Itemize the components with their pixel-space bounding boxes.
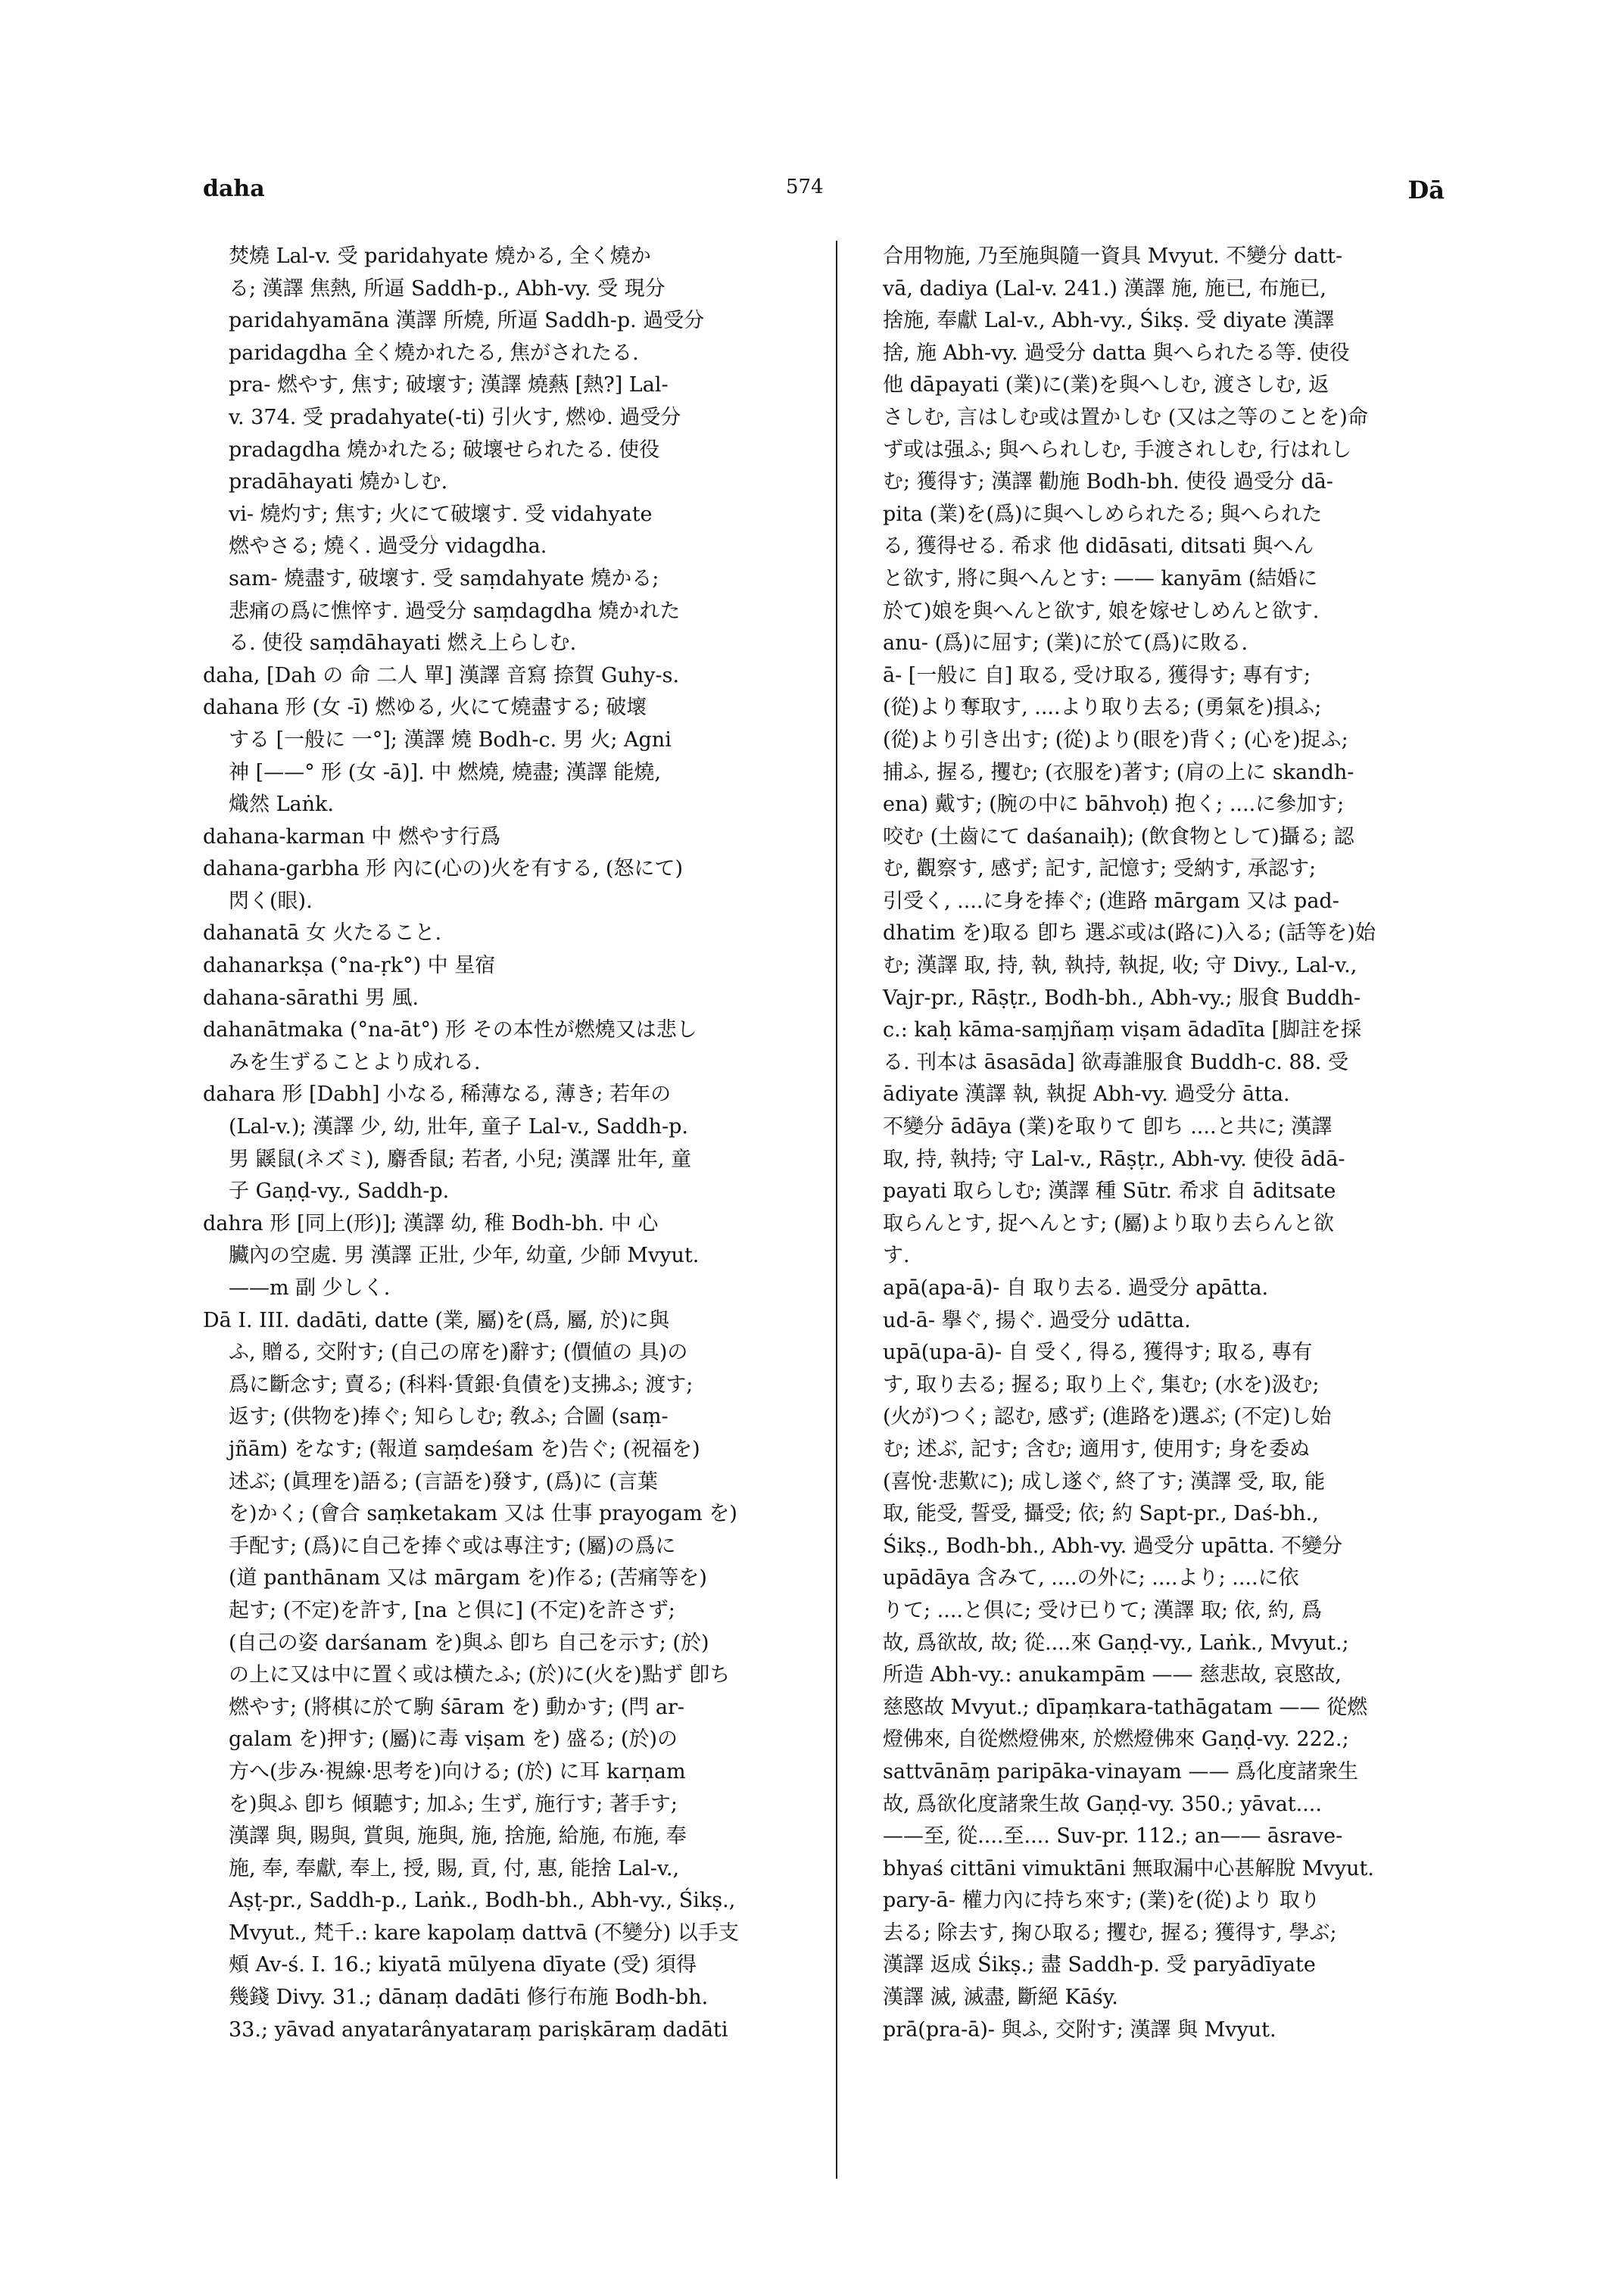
dictionary-line: を)與ふ 卽ち 傾聽す; 加ふ; 生ず, 施行す; 著手す;	[229, 1792, 678, 1816]
dictionary-line: dahana-sārathi 男 風.	[203, 986, 419, 1010]
dictionary-line: paridahyamāna 漢譯 所燒, 所逼 Saddh-p. 過受分	[229, 309, 705, 333]
dictionary-line: 焚燒 Lal-v. 受 paridahyate 燒かる, 全く燒か	[229, 245, 651, 268]
dictionary-line: 閃く(眼).	[229, 889, 313, 913]
dictionary-line: upādāya 含みて, ....の外に; ....より; ....に依	[883, 1566, 1299, 1590]
dictionary-line: る; 漢譯 焦熱, 所逼 Saddh-p., Abh-vy. 受 現分	[229, 276, 665, 301]
dictionary-line: 咬む (土齒にて daśanaiḥ); (飲食物として)攝る; 認	[883, 824, 1354, 849]
dictionary-line: c.: kaḥ kāma-saṃjñaṃ viṣam ādadīta [脚註を採	[883, 1018, 1362, 1042]
dictionary-line: dahanātmaka (°na-āt°) 形 その本性が燃燒又は悲し	[203, 1018, 697, 1042]
dictionary-line: 起す; (不定)を許す, [na と倶に] (不定)を許さず;	[229, 1598, 675, 1622]
dictionary-line: す, 取り去る; 握る; 取り上ぐ, 集む; (水を)汲む;	[883, 1372, 1320, 1397]
right-column	[857, 241, 1473, 2194]
dictionary-line: 燃やさる; 燒く. 過受分 vidagdha.	[229, 534, 547, 559]
dictionary-line: りて; ....と倶に; 受け已りて; 漢譯 取; 依, 約, 爲	[883, 1598, 1322, 1622]
dictionary-line: upā(upa-ā)- 自 受く, 得る, 獲得す; 取る, 專有	[883, 1341, 1313, 1365]
dictionary-line: 熾然 Laṅk.	[229, 793, 334, 817]
dictionary-line: dahara 形 [Dabh] 小なる, 稀薄なる, 薄き; 若年の	[203, 1083, 672, 1107]
dictionary-line: (從)より奪取す, ....より取り去る; (勇氣を)損ふ;	[883, 696, 1322, 720]
dictionary-line: 故, 爲欲化度諸衆生故 Gaṇḍ-vy. 350.; yāvat....	[883, 1792, 1322, 1816]
page-header	[203, 176, 1445, 206]
dictionary-line: を)かく; (會合 saṃketakam 又は 仕事 prayogam を)	[229, 1502, 737, 1526]
dictionary-line: 取らんとす, 捉へんとす; (屬)より取り去らんと欲	[883, 1211, 1334, 1235]
dictionary-line: 頰 Av-ś. I. 16.; kiyatā mūlyena dīyate (受) 須得	[229, 1953, 697, 1977]
dictionary-line: 臟內の空處. 男 漢譯 正壯, 少年, 幼童, 少師 Mvyut.	[229, 1244, 700, 1268]
dictionary-line: 子 Gaṇḍ-vy., Saddh-p.	[229, 1179, 450, 1204]
dictionary-line: pra- 燃やす, 焦す; 破壞す; 漢譯 燒爇 [熱?] Lal-	[229, 373, 669, 397]
dictionary-line: jñām) をなす; (報道 saṃdeśam を)告ぐ; (祝福を)	[229, 1437, 700, 1461]
dictionary-line: v. 374. 受 pradahyate(-ti) 引火す, 燃ゆ. 過受分	[229, 405, 681, 429]
dictionary-line: 33.; yāvad anyatarânyataraṃ pariṣkāraṃ dadāti	[229, 2017, 728, 2042]
dictionary-line: Mvyut., 梵千.: kare kapolaṃ dattvā (不變分) 以手支	[229, 1921, 739, 1945]
left-column	[203, 241, 818, 2194]
dictionary-line: 捨施, 奉獻 Lal-v., Abh-vy., Śikṣ. 受 diyate 漢譯	[883, 309, 1335, 333]
dictionary-line: dahanarkṣa (°na-ṛk°) 中 星宿	[203, 954, 496, 978]
dictionary-line: 神 [——° 形 (女 -ā)]. 中 燃燒, 燒盡; 漢譯 能燒,	[229, 760, 661, 784]
dictionary-line: 施, 奉, 奉獻, 奉上, 授, 賜, 貢, 付, 惠, 能捨 Lal-v.,	[229, 1856, 680, 1880]
dictionary-line: す.	[883, 1244, 910, 1268]
dictionary-line: む; 獲得す; 漢譯 勸施 Bodh-bh. 使役 過受分 dā-	[883, 470, 1333, 494]
dictionary-line: 捕ふ, 握る, 攫む; (衣服を)著す; (肩の上に skandh-	[883, 760, 1354, 784]
dictionary-line: 悲痛の爲に憔悴す. 過受分 saṃdagdha 燒かれた	[229, 599, 681, 623]
dictionary-line: 手配す; (爲)に自己を捧ぐ或は專注す; (屬)の爲に	[229, 1534, 676, 1558]
dictionary-line: ādiyate 漢譯 執, 執捉 Abh-vy. 過受分 ātta.	[883, 1083, 1290, 1107]
dictionary-line: 漢譯 滅, 滅盡, 斷絕 Kāśy.	[883, 1986, 1118, 2010]
dictionary-line: Śikṣ., Bodh-bh., Abh-vy. 過受分 upātta. 不變分	[883, 1534, 1343, 1558]
dictionary-line: dahana 形 (女 -ī) 燃ゆる, 火にて燒盡する; 破壞	[203, 696, 647, 720]
dictionary-line: ——m 副 少しく.	[229, 1276, 391, 1300]
dictionary-line: の上に又は中に置く或は横たふ; (於)に(火を)點ず 卽ち	[229, 1663, 731, 1687]
dictionary-line: paridagdha 全く燒かれたる, 焦がされたる.	[229, 341, 639, 365]
dictionary-line: 合用物施, 乃至施與隨一資具 Mvyut. 不變分 datt-	[883, 245, 1343, 268]
header-right-guide-word: Dā	[1407, 176, 1445, 204]
dictionary-line: pradagdha 燒かれたる; 破壞せられたる. 使役	[229, 438, 660, 462]
dictionary-line: さしむ, 言はしむ或は置かしむ (又は之等のことを)命	[883, 405, 1368, 429]
dictionary-line: 於て)娘を與へんと欲す, 娘を嫁せしめんと欲す.	[883, 599, 1320, 623]
dictionary-line: る. 使役 saṃdāhayati 燃え上らしむ.	[229, 631, 577, 656]
dictionary-line: 爲に斷念す; 賣る; (科料·賃銀·負債を)支拂ふ; 渡す;	[229, 1372, 694, 1397]
dictionary-line: dahanatā 女 火たること.	[203, 921, 442, 946]
dictionary-line: daha, [Dah の 命 二人 單] 漢譯 音寫 捺賀 Guhy-s.	[203, 663, 680, 687]
dictionary-line: (道 panthānam 又は mārgam を)作る; (苦痛等を)	[229, 1566, 707, 1590]
dictionary-line: 去る; 除去す, 掬ひ取る; 攫む, 握る; 獲得す, 學ぶ;	[883, 1921, 1337, 1945]
dictionary-line: 引受く, ....に身を捧ぐ; (進路 mārgam 又は pad-	[883, 889, 1339, 913]
dictionary-line: 返す; (供物を)捧ぐ; 知らしむ; 敎ふ; 合圖 (saṃ-	[229, 1405, 669, 1429]
dictionary-line: dahana-garbha 形 內に(心の)火を有する, (怒にて)	[203, 857, 683, 881]
dictionary-line: ud-ā- 擧ぐ, 揚ぐ. 過受分 udātta.	[883, 1308, 1191, 1332]
dictionary-line: む; 漢譯 取, 持, 執, 執持, 執捉, 收; 守 Divy., Lal-v.,	[883, 954, 1357, 978]
dictionary-line: vi- 燒灼す; 焦す; 火にて破壞す. 受 vidahyate	[229, 502, 653, 526]
column-divider	[836, 241, 837, 2179]
dictionary-line: vā, dadiya (Lal-v. 241.) 漢譯 施, 施已, 布施已,	[883, 276, 1327, 301]
dictionary-line: apā(apa-ā)- 自 取り去る. 過受分 apātta.	[883, 1276, 1269, 1300]
dictionary-line: dahra 形 [同上(形)]; 漢譯 幼, 稚 Bodh-bh. 中 心	[203, 1211, 659, 1235]
dictionary-line: む; 述ぶ, 記す; 含む; 適用す, 使用す; 身を委ぬ	[883, 1437, 1311, 1461]
dictionary-line: prā(pra-ā)- 與ふ, 交附す; 漢譯 與 Mvyut.	[883, 2017, 1276, 2042]
dictionary-line: ena) 戴す; (腕の中に bāhvoḥ) 抱く; ....に參加す;	[883, 793, 1345, 817]
dictionary-line: payati 取らしむ; 漢譯 種 Sūtr. 希求 自 āditsate	[883, 1179, 1336, 1204]
dictionary-line: dahana-karman 中 燃やす行爲	[203, 824, 501, 849]
dictionary-line: sam- 燒盡す, 破壞す. 受 saṃdahyate 燒かる;	[229, 566, 659, 590]
dictionary-line: dhatim を)取る 卽ち 選ぶ或は(路に)入る; (話等を)始	[883, 921, 1376, 946]
dictionary-line: る. 刊本は āsasāda] 欲毒誰服食 Buddh-c. 88. 受	[883, 1050, 1348, 1074]
dictionary-line: Dā I. III. dadāti, datte (業, 屬)を(爲, 屬, 於)に與	[203, 1308, 670, 1332]
dictionary-line: Aṣṭ-pr., Saddh-p., Laṅk., Bodh-bh., Abh-vy., Śikṣ.,	[229, 1889, 736, 1913]
dictionary-line: pita (業)を(爲)に與へしめられたる; 與へられた	[883, 502, 1323, 526]
dictionary-line: 男 鼷鼠(ネズミ), 麝香鼠; 若者, 小兒; 漢譯 壯年, 童	[229, 1147, 692, 1171]
dictionary-line: 漢譯 與, 賜與, 賞與, 施與, 施, 捨施, 給施, 布施, 奉	[229, 1824, 687, 1849]
header-left-guide-word: daha	[203, 176, 265, 202]
dictionary-line: sattvānāṃ paripāka-vinayam —— 爲化度諸衆生	[883, 1759, 1359, 1784]
dictionary-line: ——至, 從....至.... Suv-pr. 112.; an—— āsrave-	[883, 1824, 1343, 1849]
dictionary-line: 所造 Abh-vy.: anukampām —— 慈悲故, 哀愍故,	[883, 1663, 1342, 1687]
dictionary-line: る, 獲得せる. 希求 他 didāsati, ditsati 與へん	[883, 534, 1314, 559]
dictionary-line: 漢譯 返成 Śikṣ.; 盡 Saddh-p. 受 paryādīyate	[883, 1953, 1316, 1977]
dictionary-line: ā- [一般に 自] 取る, 受け取る, 獲得す; 專有す;	[883, 663, 1311, 687]
dictionary-line: Vajr-pr., Rāṣṭr., Bodh-bh., Abh-vy.; 服食 Buddh-	[883, 986, 1361, 1010]
dictionary-line: する [一般に 一°]; 漢譯 燒 Bodh-c. 男 火; Agni	[229, 727, 672, 752]
dictionary-line: む, 觀察す, 感ず; 記す, 記憶す; 受納す, 承認す;	[883, 857, 1317, 881]
dictionary-line: pradāhayati 燒かしむ.	[229, 470, 448, 494]
dictionary-line: 取, 持, 執持; 守 Lal-v., Rāṣṭr., Abh-vy. 使役 ādā-	[883, 1147, 1345, 1171]
dictionary-line: bhyaś cittāni vimuktāni 無取漏中心甚解脫 Mvyut.	[883, 1856, 1374, 1880]
dictionary-line: (喜悅·悲歎に); 成し遂ぐ, 終了す; 漢譯 受, 取, 能	[883, 1469, 1326, 1494]
dictionary-line: (從)より引き出す; (從)より(眼を)背く; (心を)捉ふ;	[883, 727, 1348, 752]
dictionary-line: 方へ(步み·視線·思考を)向ける; (於) に耳 karṇam	[229, 1759, 686, 1784]
dictionary-line: 捨, 施 Abh-vy. 過受分 datta 與へられたる等. 使役	[883, 341, 1350, 365]
page-number: 574	[786, 176, 824, 198]
dictionary-line: (自己の姿 darśanam を)與ふ 卽ち 自己を示す; (於)	[229, 1631, 709, 1655]
dictionary-line: 取, 能受, 誓受, 攝受; 依; 約 Sapt-pr., Daś-bh.,	[883, 1502, 1319, 1526]
dictionary-line: と欲す, 將に與へんとす: —— kanyām (結婚に	[883, 566, 1318, 590]
dictionary-line: galam を)押す; (屬)に毒 viṣam を) 盛る; (於)の	[229, 1728, 678, 1752]
dictionary-line: みを生ずることより成れる.	[229, 1050, 481, 1074]
dictionary-line: ふ, 贈る, 交附す; (自己の席を)辭す; (價値の 具)の	[229, 1341, 688, 1365]
dictionary-line: 慈愍故 Mvyut.; dīpaṃkara-tathāgatam —— 從燃	[883, 1695, 1368, 1719]
dictionary-line: 他 dāpayati (業)に(業)を與へしむ, 渡さしむ, 返	[883, 373, 1329, 397]
dictionary-line: 不變分 ādāya (業)を取りて 卽ち ....と共に; 漢譯	[883, 1115, 1333, 1139]
dictionary-line: 故, 爲欲故, 故; 從....來 Gaṇḍ-vy., Laṅk., Mvyut.;	[883, 1631, 1349, 1655]
dictionary-line: (火が)つく; 認む, 感ず; (進路を)選ぶ; (不定)し始	[883, 1405, 1332, 1429]
dictionary-line: pary-ā- 權力內に持ち來す; (業)を(從)より 取り	[883, 1889, 1320, 1913]
dictionary-line: 幾錢 Divy. 31.; dānaṃ dadāti 修行布施 Bodh-bh.	[229, 1986, 709, 2010]
dictionary-line: (Lal-v.); 漢譯 少, 幼, 壯年, 童子 Lal-v., Saddh-p.	[229, 1115, 688, 1139]
dictionary-line: 燈佛來, 自從燃燈佛來, 於燃燈佛來 Gaṇḍ-vy. 222.;	[883, 1728, 1349, 1752]
dictionary-line: ず或は强ふ; 與へられしむ, 手渡されしむ, 行はれし	[883, 438, 1352, 462]
dictionary-line: anu- (爲)に屈す; (業)に於て(爲)に敗る.	[883, 631, 1248, 656]
dictionary-line: 燃やす; (將棋に於て駒 śāram を) 動かす; (閂 ar-	[229, 1695, 684, 1719]
dictionary-line: 述ぶ; (眞理を)語る; (言語を)發す, (爲)に (言葉	[229, 1469, 658, 1494]
